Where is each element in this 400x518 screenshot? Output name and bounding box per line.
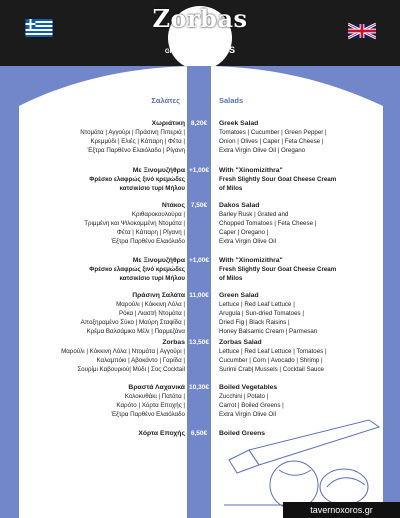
item-description-line: Extra Virgin Olive Oil | Oregano: [219, 147, 306, 154]
item-description-line: Honey Balsamic Cream | Parmesan: [219, 328, 318, 335]
place-label: MILOS: [206, 45, 236, 55]
item-price: +1,00€: [188, 257, 210, 264]
menu-item-english: [219, 338, 379, 374]
item-description-line: Lettuce | Red Leaf Lettuce | Tomatoes |: [219, 348, 327, 355]
item-title: Zorbas: [162, 339, 185, 346]
item-description-line: Tomatoes | Cucumber | Green Pepper |: [219, 129, 327, 136]
left-accent-panel: [0, 66, 19, 518]
item-description-line: Φέτα | Κάπαρη | Ρίγανη |: [116, 229, 185, 236]
item-description-line: Φρέσκο ελαφρώς ξινό κρεμώδες: [89, 266, 185, 273]
item-description-line: Arugula | Sun-dried Tomatoes |: [219, 310, 304, 317]
item-description-line: Fresh Slightly Sour Goat Cheese Cream: [219, 176, 337, 183]
item-description-line: of Milos: [219, 185, 243, 192]
item-description-line: κατσικίσιο τυρί Μήλου: [119, 185, 185, 192]
item-description-line: Αποξηραμένο Σύκο | Μαύρη Σταφίδα |: [80, 319, 185, 326]
item-title: Boiled Greens: [219, 430, 266, 437]
item-title: Με Ξινομυζήθρα: [132, 257, 185, 264]
menu-item-english: [219, 291, 379, 336]
right-accent-panel: [383, 66, 400, 502]
item-description-line: Extra Virgin Olive Oil: [219, 411, 276, 418]
item-description-line: Καρότο | Χόρτα Εποχής |: [116, 402, 185, 409]
item-price: +1,00€: [188, 167, 210, 174]
menu-item-greek: [25, 166, 185, 193]
item-title: With "Xinomizithra": [219, 167, 283, 174]
item-price: 7,50€: [190, 202, 208, 209]
item-price: 11,00€: [189, 292, 209, 299]
item-description-line: Έξτρα Παρθένο Ελαιόλαδο | Ρίγανη: [87, 147, 185, 154]
item-description-line: Caper | Oregano |: [219, 229, 269, 236]
item-description-line: Surimi Crab| Mussels | Cocktail Sauce: [219, 366, 324, 373]
section-title-greek: Σαλάτες: [151, 96, 180, 105]
menu-item-greek: [25, 201, 185, 246]
item-title: Χωριάτικη: [151, 120, 185, 127]
item-price: 10,30€: [189, 384, 209, 391]
menu-item-english: [219, 256, 379, 283]
item-description-line: Κρέμα Βαλσάμικο Μέλι | Παρμεζάνα: [86, 328, 185, 335]
menu-item-english: [219, 201, 379, 246]
restaurant-subtitle: [150, 45, 250, 55]
item-description-line: Σουρίμι Καβουριού| Μύδι | Σος Cocktail: [77, 366, 185, 373]
vegetable-illustration: [219, 415, 384, 510]
tavern-label: Greek Tavern: [164, 49, 203, 55]
item-description-line: Έξτρα Παρθένο Ελαιόλαδο: [111, 411, 185, 418]
item-description-line: κατσικίσιο τυρί Μήλου: [119, 275, 185, 282]
menu-item-english: [219, 119, 379, 155]
item-description-line: Μαρούλι | Κόκκινη Λόλα |: [116, 301, 185, 308]
item-description-line: Cucumber | Corn | Avocado | Shrimp |: [219, 357, 323, 364]
uk-flag-icon: [348, 22, 376, 40]
decorative-curve: [19, 66, 383, 106]
item-title: Dakos Salad: [219, 202, 260, 209]
item-description-line: of Milos: [219, 275, 243, 282]
item-title: Greek Salad: [219, 120, 259, 127]
item-price: 6,50€: [190, 430, 208, 437]
item-title: Green Salad: [219, 292, 259, 299]
item-description-line: Barley Rusk | Grated and: [219, 211, 289, 218]
item-description-line: Καλαμπόκι | Αβοκάντο | Γαρίδα |: [96, 357, 185, 364]
item-title: Boiled Vegetables: [219, 384, 278, 391]
item-description-line: Dried Fig | Black Raisins |: [219, 319, 290, 326]
item-description-line: Ρόκα | Λιαστή Ντομάτα |: [118, 310, 185, 317]
item-description-line: Φρέσκο ελαφρώς ξινό κρεμώδες: [89, 176, 185, 183]
menu-item-english: [219, 166, 379, 193]
item-description-line: Ντομάτα | Αγγούρι | Πράσινη Πιπεριά |: [80, 129, 185, 136]
menu-item-english: [219, 383, 379, 419]
item-price: 8,20€: [190, 120, 208, 127]
footer-website[interactable]: tavernoxoros.gr: [283, 502, 400, 518]
item-description-line: Κολοκυθάκι | Πατάτα |: [124, 393, 185, 400]
item-title: With "Xinomizithra": [219, 257, 283, 264]
item-title: Χόρτα Εποχής: [138, 430, 185, 437]
item-description-line: Carrot | Boiled Greens |: [219, 402, 284, 409]
item-description-line: Onion | Olives | Caper | Feta Cheese |: [219, 138, 324, 145]
menu-item-greek: [25, 256, 185, 283]
item-description-line: Κριθαροκουλούρα |: [131, 211, 185, 218]
item-description-line: Μαρούλι | Κόκκινη Λόλα | Ντομάτα | Αγγούρι |: [61, 348, 185, 355]
item-title: Πράσινη Σαλάτα: [132, 292, 185, 299]
menu-item-greek: [25, 119, 185, 155]
section-title-english: Salads: [219, 96, 244, 105]
menu-item-greek: [25, 338, 185, 374]
item-description-line: Zucchini | Potato |: [219, 393, 269, 400]
item-description-line: Chopped Tomatoes | Feta Cheese |: [219, 220, 317, 227]
item-description-line: Έξτρα Παρθένο Ελαιόλαδο: [111, 238, 185, 245]
menu-item-greek: [25, 429, 185, 438]
item-title: Με Ξινομυζήθρα: [132, 167, 185, 174]
restaurant-name: Zorbas: [152, 4, 248, 33]
item-price: 13,50€: [189, 339, 209, 346]
menu-item-greek: [25, 291, 185, 336]
item-title: Βραστά Λαχανικά: [128, 384, 185, 391]
item-title: Zorbas Salad: [219, 339, 262, 346]
item-description-line: Κρεμμύδι | Ελιές | Κάπαρη | Φέτα |: [90, 138, 185, 145]
item-description-line: Lettuce | Red Leaf Lettuce |: [219, 301, 295, 308]
item-description-line: Extra Virgin Olive Oil: [219, 238, 276, 245]
greek-flag-icon: [25, 19, 53, 37]
item-description-line: Τριμμένη και Ψιλοκομμένη Ντομάτα |: [84, 220, 185, 227]
menu-item-greek: [25, 383, 185, 419]
item-title: Ντάκος: [161, 202, 185, 209]
item-description-line: Fresh Slightly Sour Goat Cheese Cream: [219, 266, 337, 273]
